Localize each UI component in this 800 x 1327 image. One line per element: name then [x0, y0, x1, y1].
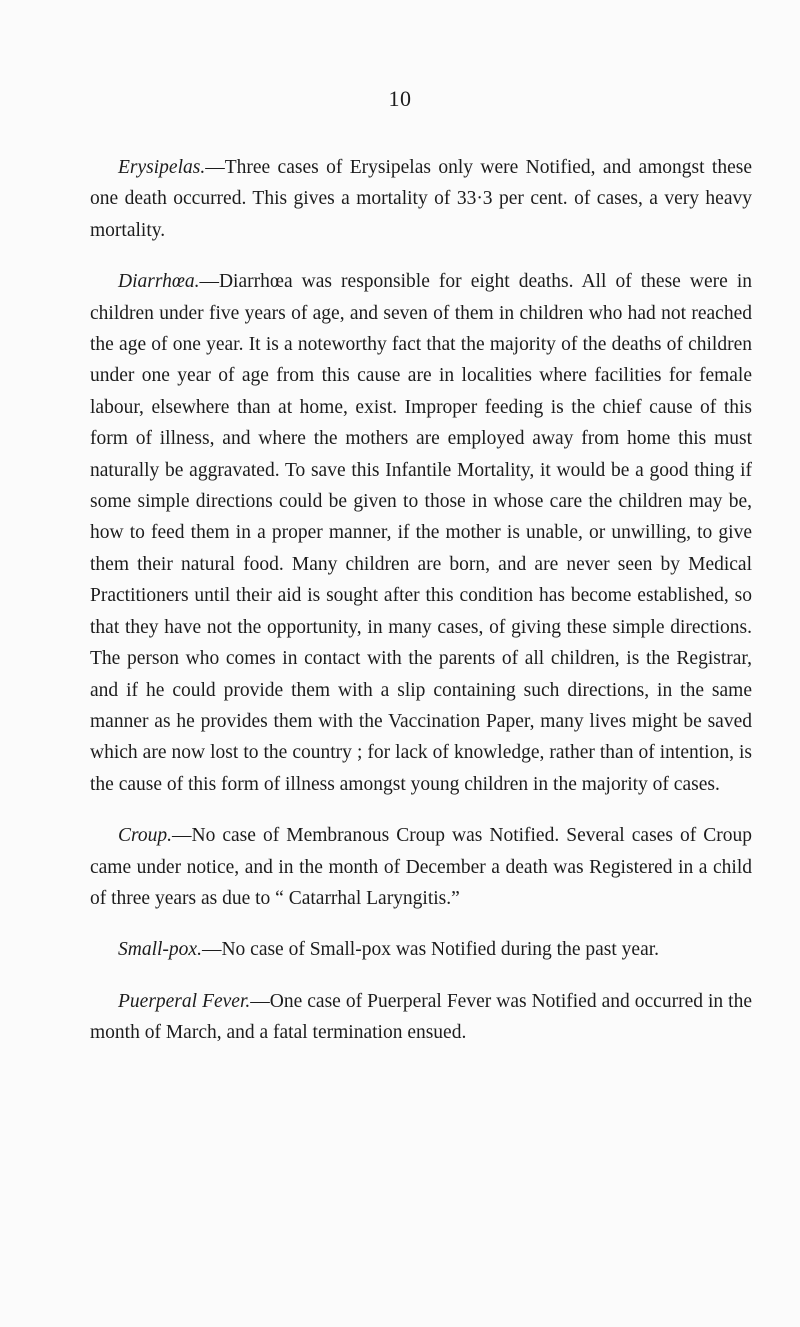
paragraph-croup: [90, 820, 752, 914]
paragraph-erysipelas: [90, 152, 752, 246]
paragraph-puerperal-fever: [90, 986, 752, 1049]
paragraph-text-small-pox: —No case of Small-pox was Notified during the past year.: [201, 939, 660, 961]
paragraph-text-croup: —No case of Membranous Croup was Notified. Several cases of Croup came under notice, and in the month of December a death was Registered in a child of three years as due to “ Catarrhal Laryngitis.”: [90, 825, 752, 909]
section-heading-diarrhoea: Diarrhœa.: [118, 271, 200, 293]
paragraph-text-erysipelas: —Three cases of Erysipelas only were Notified, and amongst these one death occurred. This gives a mortality of 33·3 per cent. of cases, a very heavy mortality.: [90, 157, 752, 241]
page-number: 10: [388, 86, 412, 111]
paragraph-text-puerperal-fever: —One case of Puerperal Fever was Notified and occurred in the month of March, and a fatal termination ensued.: [90, 990, 752, 1044]
report-body: [90, 152, 752, 1069]
section-heading-puerperal-fever: Puerperal Fever.: [118, 990, 251, 1012]
paragraph-text-diarrhoea: —Diarrhœa was responsible for eight deaths. All of these were in children under five years of age, and seven of them in children who had not reached the age of one year. It is a noteworthy fact that the majority of the deaths of children under one year of age from this cause are in localities where facilities for female labour, elsewhere than at home, exist. Improper feeding is the chief cause of this form of illness, and where the mothers are employed away from home this must naturally be aggravated. To save this Infantile Mortality, it would be a good thing if some simple directions could be given to those in whose care the children may be, how to feed them in a proper manner, if the mother is unable, or unwilling, to give them their natural food. Many children are born, and are never seen by Medical Practitioners until their aid is sought after this condition has become established, so that they have not the opportunity, in many cases, of giving these simple directions. The person who comes in contact with the parents of all children, is the Registrar, and if he could provide them with a slip containing such directions, in the same manner as he provides them with the Vaccination Paper, many lives might be saved which are now lost to the country ; for lack of knowledge, rather than of intention, is the cause of this form of illness amongst young children in the majority of cases.: [90, 271, 752, 795]
section-heading-small-pox: Small-pox.: [118, 939, 202, 961]
paragraph-diarrhoea: [90, 266, 752, 800]
section-heading-erysipelas: Erysipelas.: [118, 157, 206, 178]
section-heading-croup: Croup.: [118, 825, 172, 847]
paragraph-small-pox: [90, 934, 752, 965]
